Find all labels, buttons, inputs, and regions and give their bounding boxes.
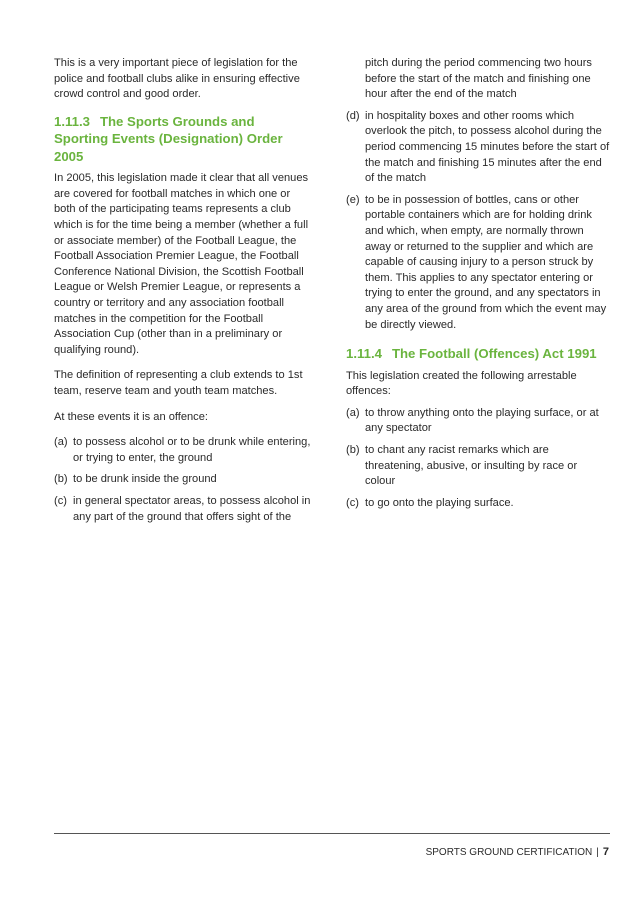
list-item — [346, 496, 610, 512]
right-column — [346, 56, 610, 517]
body-paragraph: This legislation created the following arrestable offences: — [346, 369, 577, 398]
list-item — [54, 435, 312, 466]
list-item-text: to possess alcohol or to be drunk while entering, or trying to enter, the ground — [73, 436, 311, 464]
footer-title: SPORTS GROUND CERTIFICATION — [425, 847, 593, 858]
section-title: The Football (Offences) Act 1991 — [391, 346, 597, 362]
list-item-text: pitch during the period commencing two hours before the start of the match and finishing one hour after the end of the match — [365, 57, 592, 101]
offence-list-continued — [346, 109, 610, 333]
list-item — [54, 472, 312, 488]
section-heading-1-11-3 — [54, 113, 312, 166]
body-paragraph: At these events it is an offence: — [54, 410, 208, 423]
list-marker: (d) — [346, 109, 360, 122]
footer-separator: | — [596, 847, 599, 858]
list-item-text: in hospitality boxes and other rooms which overlook the pitch, to possess alcohol during the period commencing 15 minutes before the start of the match and finishing 15 minutes after the end of the match — [365, 109, 610, 185]
list-marker: (b) — [54, 473, 68, 486]
list-item-text: to be drunk inside the ground — [73, 473, 217, 486]
list-marker: (e) — [346, 193, 360, 206]
list-marker: (c) — [54, 494, 67, 507]
body-paragraph: In 2005, this legislation made it clear that all venues are covered for football matches in which one or both of the participating teams represents a club which is for the time being a member (whether a full or associate member) of the Football League, the Football Association Premier League, the Football Conference National Division, the Scottish Football League or Welsh Premier League, or represents a country or territory and any association football matches in the competition for the Football Association Cup (other than in a preliminary or qualifying round). — [54, 172, 309, 356]
left-column — [54, 56, 312, 531]
list-item-text: to go onto the playing surface. — [365, 496, 514, 509]
section-heading-1-11-4 — [346, 345, 610, 363]
list-item — [346, 406, 610, 437]
page-footer — [426, 845, 609, 860]
list-marker: (c) — [346, 496, 359, 509]
offence-list — [54, 435, 312, 525]
list-marker: (b) — [346, 443, 360, 456]
list-item-text: in general spectator areas, to possess alcohol in any part of the ground that offers sight of the — [73, 494, 311, 523]
intro-paragraph: This is a very important piece of legislation for the police and football clubs alike in ensuring effective crowd control and good order. — [54, 57, 300, 101]
list-marker: (a) — [346, 406, 360, 419]
list-marker: (a) — [54, 436, 68, 449]
arrestable-offences-list — [346, 406, 610, 512]
footer-divider — [54, 833, 610, 834]
list-item — [346, 109, 610, 187]
list-item-text: to throw anything onto the playing surface, or at any spectator — [365, 406, 599, 435]
section-title: The Sports Grounds and Sporting Events (Designation) Order 2005 — [54, 113, 283, 164]
list-item-text: to be in possession of bottles, cans or other portable containers which are for holding drink and which, when empty, are normally thrown away or returned to the supplier and which are capable of causing injury to a person struck by them. This applies to any spectator entering or trying to enter the ground, and any spectators in any area of the ground from which the event may be directly viewed. — [365, 193, 607, 331]
list-item-continuation — [346, 56, 610, 103]
list-item — [346, 443, 610, 490]
list-item — [346, 193, 610, 333]
section-number: 1.11.3 — [54, 113, 90, 129]
section-number: 1.11.4 — [346, 346, 382, 362]
list-item — [54, 494, 312, 525]
list-item-text: to chant any racist remarks which are threatening, abusive, or insulting by race or colour — [365, 443, 578, 488]
page-number: 7 — [602, 846, 609, 858]
body-paragraph: The definition of representing a club extends to 1st team, reserve team and youth team matches. — [54, 369, 303, 397]
